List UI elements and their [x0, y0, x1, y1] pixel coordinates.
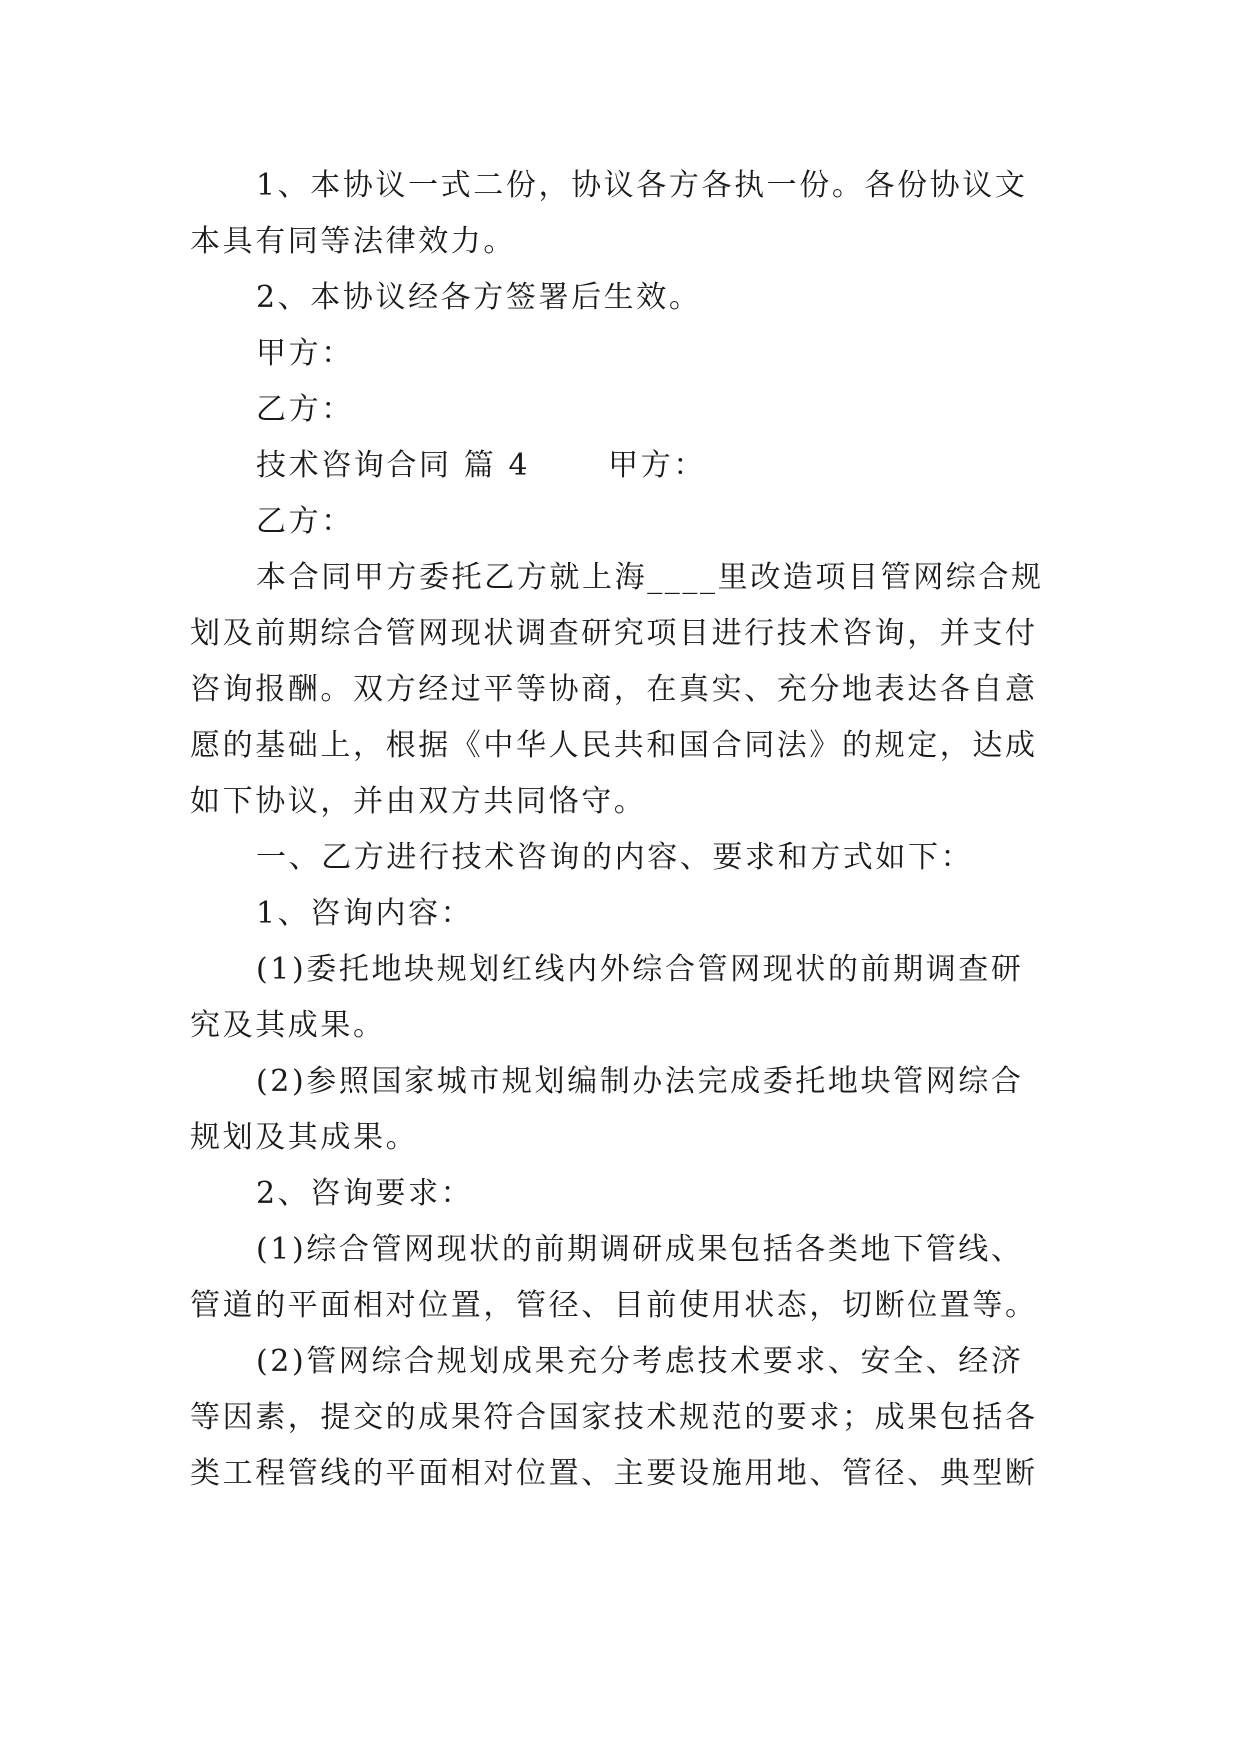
party-b-label: 乙方： — [256, 504, 354, 539]
party-a-label: 甲方： — [256, 336, 354, 371]
paragraph-line: 本具有同等法律效力。 — [190, 224, 516, 259]
paragraph-line: 本合同甲方委托乙方就上海____里改造项目管网综合规 — [256, 560, 1044, 595]
contract-title: 技术咨询合同 篇 4 — [256, 448, 531, 483]
section-heading-line — [256, 446, 1136, 486]
party-a-label: 甲方： — [608, 448, 706, 483]
subsection-heading: 1、咨询内容： — [256, 896, 474, 931]
list-item-line: (2)管网综合规划成果充分考虑技术要求、安全、经济 — [256, 1344, 1024, 1379]
paragraph-line: 咨询报酬。双方经过平等协商，在真实、充分地表达各自意 — [190, 672, 1038, 707]
list-item-line: 规划及其成果。 — [190, 1120, 419, 1155]
list-item-line: (1)委托地块规划红线内外综合管网现状的前期调查研 — [256, 952, 1024, 987]
list-item-line: (1)综合管网现状的前期调研成果包括各类地下管线、 — [256, 1232, 1024, 1267]
paragraph-line: 如下协议，并由双方共同恪守。 — [190, 784, 647, 819]
paragraph-line: 2、本协议经各方签署后生效。 — [256, 280, 702, 315]
list-item-line: 究及其成果。 — [190, 1008, 386, 1043]
list-item-line: 类工程管线的平面相对位置、主要设施用地、管径、典型断 — [190, 1456, 1038, 1491]
list-item-line: 管道的平面相对位置，管径、目前使用状态，切断位置等。 — [190, 1288, 1038, 1323]
party-b-label: 乙方： — [256, 392, 354, 427]
list-item-line: 等因素，提交的成果符合国家技术规范的要求；成果包括各 — [190, 1400, 1038, 1435]
subsection-heading: 2、咨询要求： — [256, 1176, 474, 1211]
paragraph-line: 划及前期综合管网现状调查研究项目进行技术咨询，并支付 — [190, 616, 1038, 651]
paragraph-line: 愿的基础上，根据《中华人民共和国合同法》的规定，达成 — [190, 728, 1038, 763]
list-item-line: (2)参照国家城市规划编制办法完成委托地块管网综合 — [256, 1064, 1024, 1099]
section-heading: 一、乙方进行技术咨询的内容、要求和方式如下： — [256, 840, 974, 875]
paragraph-line: 1、本协议一式二份，协议各方各执一份。各份协议文 — [256, 168, 1028, 203]
